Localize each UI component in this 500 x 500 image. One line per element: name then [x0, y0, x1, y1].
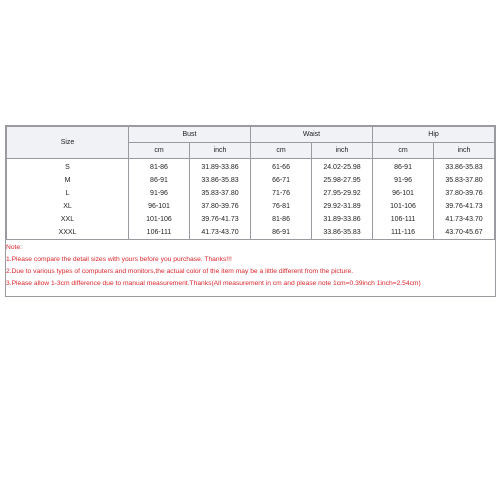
size-chart	[5, 125, 496, 297]
note-line: 1.Please compare the detail sizes with yours before you purchase. Thanks!!!	[6, 256, 232, 263]
measurement-cell: 66-71	[251, 174, 312, 187]
table-row	[7, 187, 495, 200]
measurement-cell: 101-106	[373, 200, 434, 213]
unit-header: inch	[434, 143, 495, 159]
measurement-cell: 61-66	[251, 159, 312, 175]
measurement-cell: 81-86	[251, 213, 312, 226]
measurement-cell: 33.86-35.83	[190, 174, 251, 187]
note-line: 3.Please allow 1-3cm difference due to manual measurement.Thanks(All measurement in cm and please note 1cm=0.39inch 1inch=2.54cm)	[6, 280, 421, 287]
table-row	[7, 159, 495, 175]
size-cell: XL	[7, 200, 129, 213]
measurement-cell: 33.86-35.83	[434, 159, 495, 175]
size-cell: S	[7, 159, 129, 175]
measurement-cell: 39.76-41.73	[190, 213, 251, 226]
waist-header: Waist	[251, 127, 373, 143]
measurement-cell: 29.92-31.89	[312, 200, 373, 213]
unit-header: cm	[373, 143, 434, 159]
size-cell: L	[7, 187, 129, 200]
table-row	[7, 200, 495, 213]
note-title: Note:	[6, 244, 22, 251]
size-cell: XXXL	[7, 226, 129, 239]
table-body	[7, 159, 495, 240]
table-row	[7, 213, 495, 226]
measurement-cell: 24.02-25.98	[312, 159, 373, 175]
group-header-row	[7, 127, 495, 143]
measurement-cell: 39.76-41.73	[434, 200, 495, 213]
note-line: 2.Due to various types of computers and monitors,the actual color of the item may be a little different from the picture.	[6, 268, 354, 275]
measurement-cell: 81-86	[129, 159, 190, 175]
notes-section	[6, 239, 495, 296]
hip-header: Hip	[373, 127, 495, 143]
measurement-cell: 111-116	[373, 226, 434, 239]
size-table	[6, 126, 495, 239]
measurement-cell: 76-81	[251, 200, 312, 213]
measurement-cell: 27.95-29.92	[312, 187, 373, 200]
measurement-cell: 35.83-37.80	[190, 187, 251, 200]
bust-header: Bust	[129, 127, 251, 143]
table-row	[7, 174, 495, 187]
measurement-cell: 37.80-39.76	[190, 200, 251, 213]
measurement-cell: 41.73-43.70	[190, 226, 251, 239]
measurement-cell: 25.98-27.95	[312, 174, 373, 187]
measurement-cell: 91-96	[373, 174, 434, 187]
unit-header: inch	[190, 143, 251, 159]
unit-header: inch	[312, 143, 373, 159]
measurement-cell: 86-91	[251, 226, 312, 239]
measurement-cell: 101-106	[129, 213, 190, 226]
measurement-cell: 37.80-39.76	[434, 187, 495, 200]
measurement-cell: 43.70-45.67	[434, 226, 495, 239]
measurement-cell: 31.89-33.86	[312, 213, 373, 226]
measurement-cell: 96-101	[129, 200, 190, 213]
measurement-cell: 86-91	[129, 174, 190, 187]
unit-header: cm	[129, 143, 190, 159]
measurement-cell: 35.83-37.80	[434, 174, 495, 187]
measurement-cell: 106-111	[129, 226, 190, 239]
size-cell: XXL	[7, 213, 129, 226]
size-cell: M	[7, 174, 129, 187]
unit-header: cm	[251, 143, 312, 159]
measurement-cell: 31.89-33.86	[190, 159, 251, 175]
measurement-cell: 71-76	[251, 187, 312, 200]
measurement-cell: 41.73-43.70	[434, 213, 495, 226]
measurement-cell: 96-101	[373, 187, 434, 200]
measurement-cell: 86-91	[373, 159, 434, 175]
table-row	[7, 226, 495, 239]
measurement-cell: 91-96	[129, 187, 190, 200]
size-header: Size	[7, 127, 129, 159]
measurement-cell: 33.86-35.83	[312, 226, 373, 239]
measurement-cell: 106-111	[373, 213, 434, 226]
